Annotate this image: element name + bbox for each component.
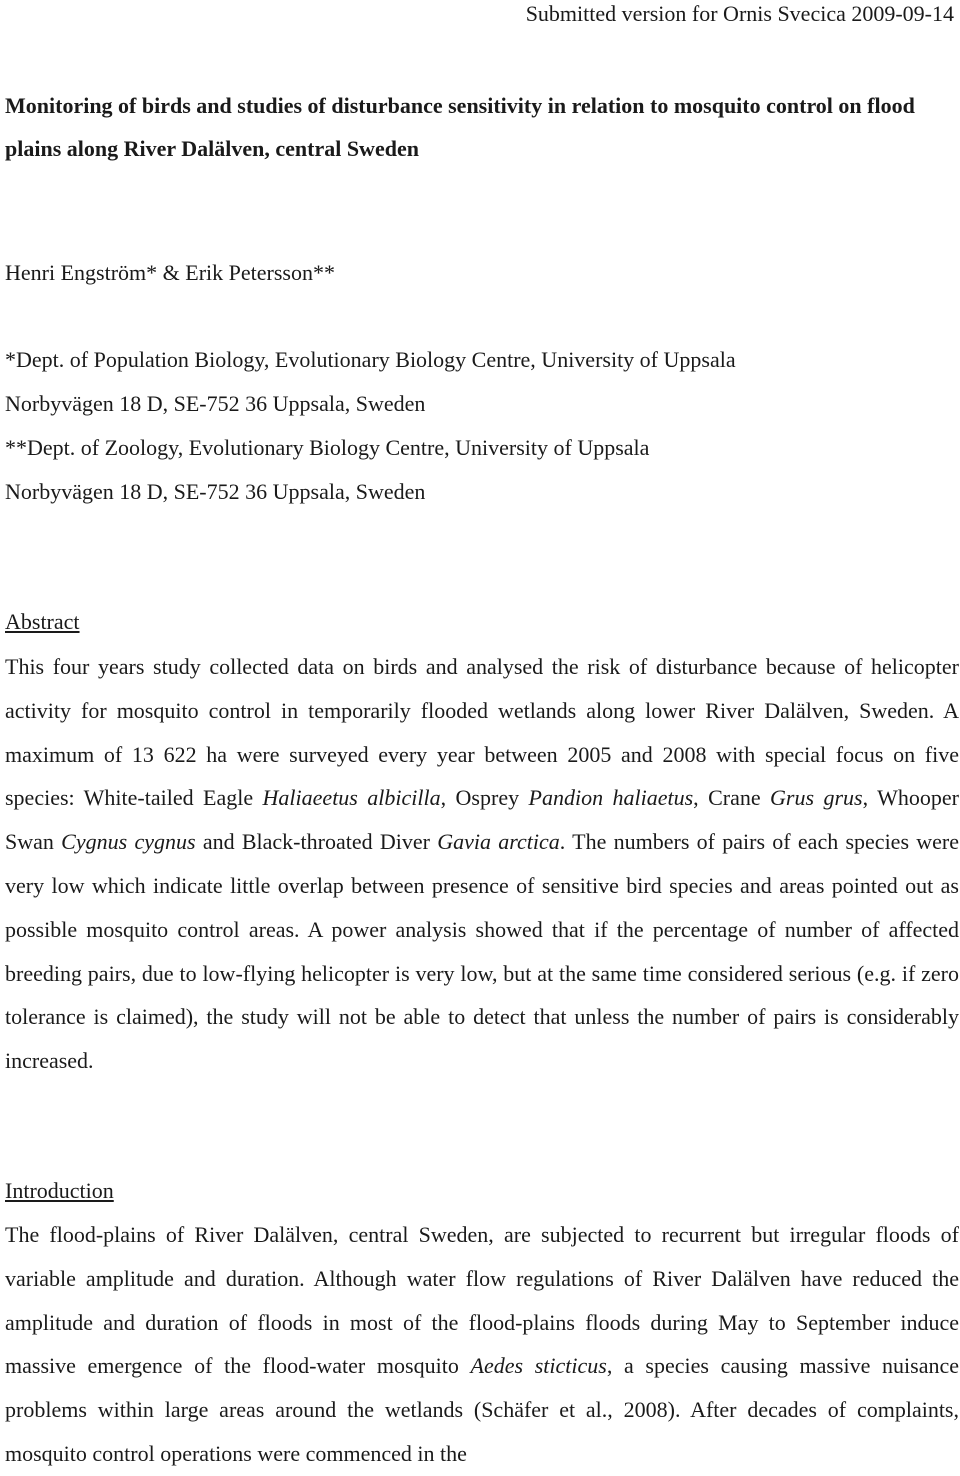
abstract-text-2: , Osprey [440, 785, 529, 811]
species-name: Cygnus cygnus [61, 829, 196, 855]
abstract-heading: Abstract [5, 609, 80, 634]
abstract-text-3: , Crane [693, 785, 771, 811]
abstract-paragraph [5, 645, 959, 1083]
species-name: Aedes sticticus [470, 1353, 607, 1379]
species-name: Haliaeetus albicilla [262, 785, 441, 811]
species-name: Pandion haliaetus [528, 785, 694, 811]
abstract-text-5: and Black-throated Diver [195, 829, 438, 855]
submission-note: Submitted version for Ornis Svecica 2009-09-14 [525, 1, 954, 26]
paper-title: Monitoring of birds and studies of disturbance sensitivity in relation to mosquito control on flood plains along River Dalälven, central Sweden [5, 93, 915, 161]
introduction-paragraph [5, 1213, 959, 1476]
author-line: Henri Engström* & Erik Petersson** [5, 260, 335, 285]
affiliation-2-department: **Dept. of Zoology, Evolutionary Biology Centre, University of Uppsala [5, 435, 650, 460]
abstract-text-1: This four years study collected data on birds and analysed the risk of disturbance because of helicopter activity for mosquito control in temporarily flooded wetlands along lower River Dalälven, Sweden. A maximum of 13 622 ha were surveyed every year between 2005 and 2008 with special focus on five species: White-tailed Eagle [5, 654, 959, 811]
affiliation-1-address: Norbyvägen 18 D, SE-752 36 Uppsala, Sweden [5, 391, 426, 416]
affiliation-1-department: *Dept. of Population Biology, Evolutionary Biology Centre, University of Uppsala [5, 347, 736, 372]
affiliation-2 [5, 433, 649, 521]
introduction-heading: Introduction [5, 1178, 114, 1203]
species-name: Gavia arctica [437, 829, 560, 855]
abstract-text-4: , Whooper Swan [5, 785, 959, 855]
introduction-text-1: The flood-plains of River Dalälven, central Sweden, are subjected to recurrent but irregular floods of variable amplitude and duration. Although water flow regulations of River Dalälven have reduced the amplitude and duration of floods in most of the flood-plains floods during May to September induce massive emergence of the flood-water mosquito [5, 1222, 959, 1379]
introduction-text-2: , a species causing massive nuisance problems within large areas around the wetlands (Schäfer et al., 2008). After decades of complaints, mosquito control operations were commenced in the [5, 1353, 960, 1466]
affiliation-2-address: Norbyvägen 18 D, SE-752 36 Uppsala, Sweden [5, 479, 426, 504]
abstract-text-6: . The numbers of pairs of each species were very low which indicate little overlap between presence of sensitive bird species and areas pointed out as possible mosquito control areas. A power analysis showed that if the percentage of number of affected breeding pairs, due to low-flying helicopter is very low, but at the same time considered serious (e.g. if zero tolerance is claimed), the study will not be able to detect that unless the number of pairs is considerably increased. [5, 829, 960, 1074]
species-name: Grus grus [770, 785, 863, 811]
affiliation-1 [5, 345, 736, 433]
